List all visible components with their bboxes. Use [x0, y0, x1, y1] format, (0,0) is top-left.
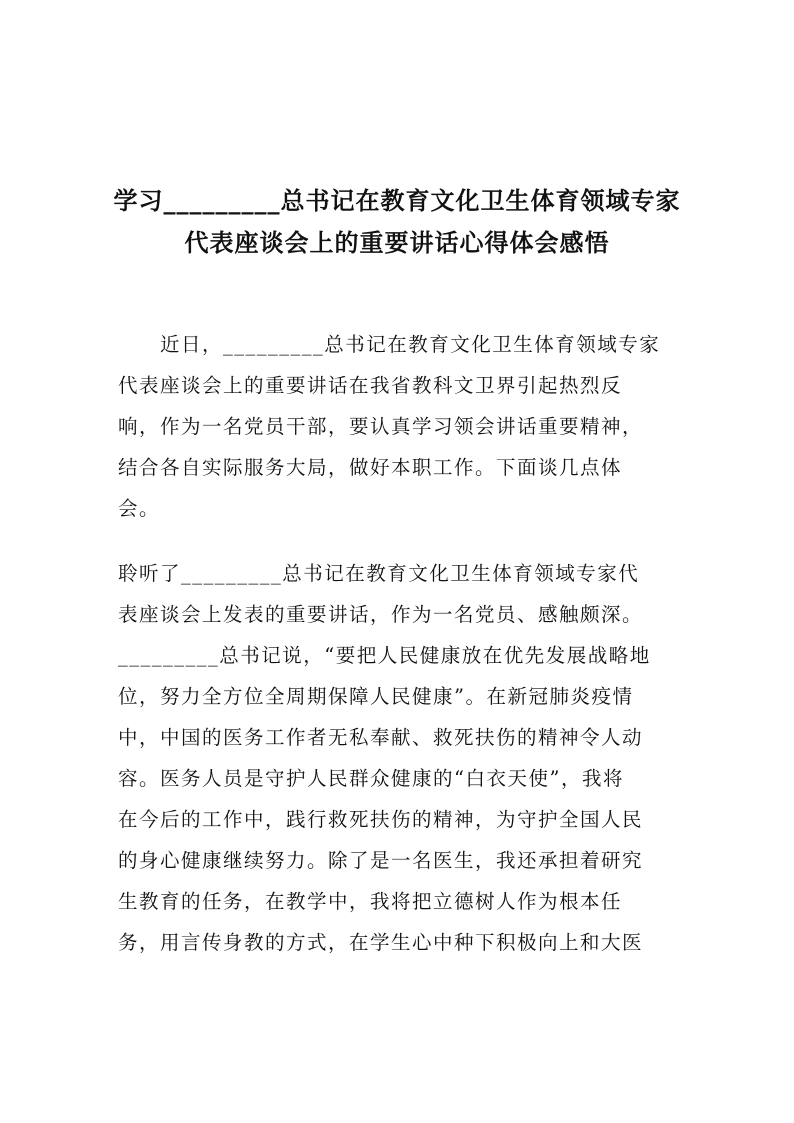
- text-line: 聆听了_________总书记在教育文化卫生体育领域专家代: [118, 562, 640, 585]
- text-line: 近日，_________总书记在教育文化卫生体育领域专家: [118, 333, 661, 356]
- text-line: 响，作为一名党员干部，要认真学习领会讲话重要精神，: [118, 415, 644, 438]
- text-line: 表座谈会上发表的重要讲话，作为一名党员、感触颇深。: [118, 603, 644, 626]
- text-line: 容。医务人员是守护人民群众健康的“白衣天使”，我将: [118, 767, 624, 790]
- text-line: 的身心健康继续努力。除了是一名医生，我还承担着研究: [118, 849, 644, 872]
- paragraph-intro: [118, 324, 678, 529]
- text-line: _________总书记说，“要把人民健康放在优先发展战略地: [118, 644, 651, 667]
- text-line: 生教育的任务，在教学中，我将把立德树人作为根本任: [118, 890, 623, 913]
- text-line: 结合各自实际服务大局，做好本职工作。下面谈几点体: [118, 456, 623, 479]
- text-line: 代表座谈会上的重要讲话在我省教科文卫界引起热烈反: [118, 374, 623, 397]
- text-line: 会。: [118, 497, 161, 520]
- text-line: 中，中国的医务工作者无私奉献、救死扶伤的精神令人动: [118, 726, 644, 749]
- title-line: 学习_________总书记在教育文化卫生体育领域专家: [113, 186, 681, 215]
- text-line: 务，用言传身教的方式，在学生心中种下积极向上和大医: [118, 931, 644, 954]
- title-line: 代表座谈会上的重要讲话心得体会感悟: [184, 228, 610, 257]
- text-line: 在今后的工作中，践行救死扶伤的精神，为守护全国人民: [118, 808, 644, 831]
- document-title: [100, 180, 694, 264]
- paragraph-body: [118, 553, 678, 963]
- text-line: 位，努力全方位全周期保障人民健康”。在新冠肺炎疫情: [118, 685, 634, 708]
